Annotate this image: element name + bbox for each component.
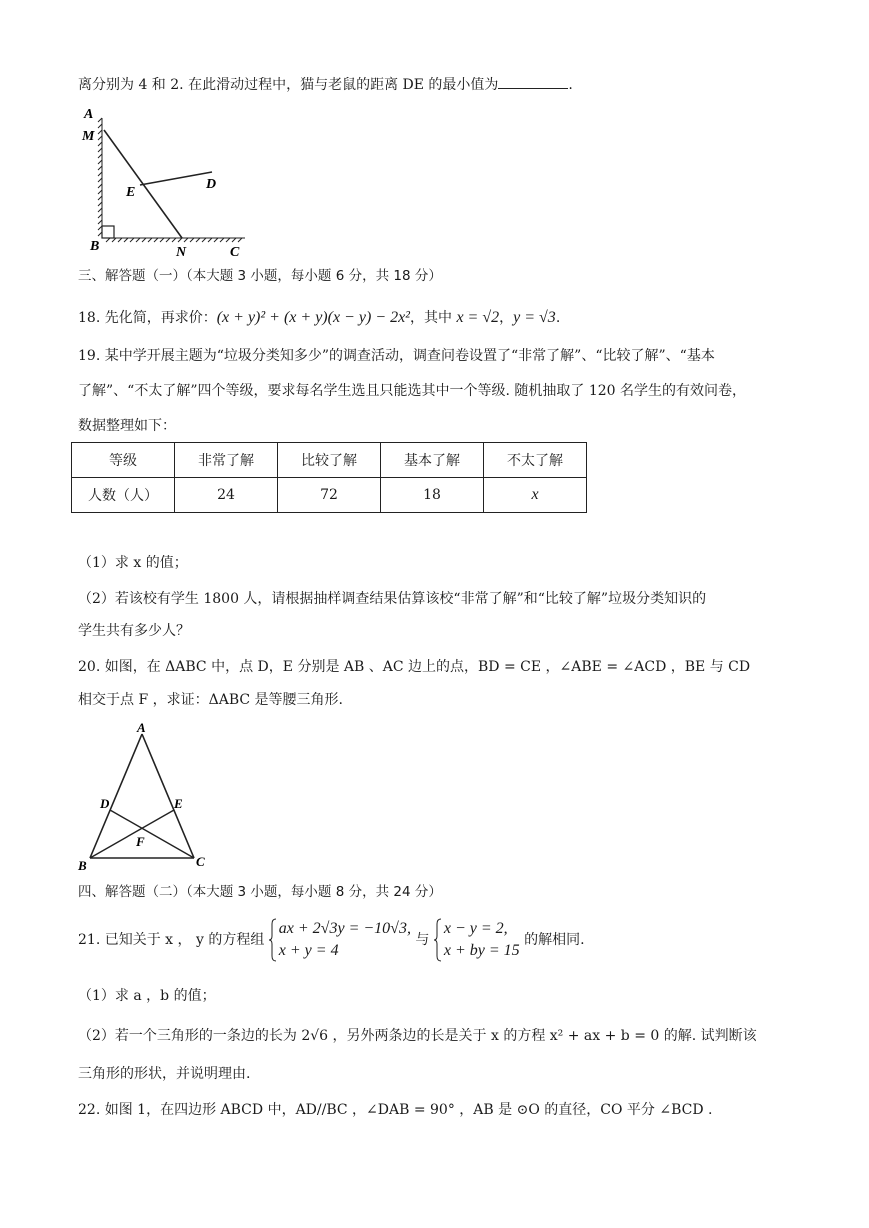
label-N: N: [176, 245, 187, 260]
segment-CD: [110, 810, 194, 858]
q21-lead: 21. 已知关于 x ， y 的方程组: [78, 932, 265, 948]
table-cell: 人数（人）: [72, 478, 175, 513]
q18-sep: ，: [499, 310, 514, 326]
q20-triangle-figure: [76, 720, 216, 872]
right-angle-mark: [102, 226, 114, 238]
q21-end: 的解相同.: [524, 932, 585, 948]
label-B: B: [90, 239, 100, 254]
q19-table: [71, 442, 587, 513]
label-B: B: [78, 858, 87, 872]
q17-end: .: [568, 77, 573, 93]
q21-system-1-eq2: x + y = 4: [278, 942, 339, 959]
q21-system-2: [434, 918, 520, 962]
label-C: C: [230, 245, 240, 260]
q19-line2: 了解”、“不太了解”四个等级，要求每名学生选且只能选其中一个等级. 随机抽取了 120 名学生的有效问卷，: [78, 383, 746, 399]
q18-mid: ，其中: [409, 310, 457, 326]
q21-part1: （1）求 a ，b 的值；: [78, 988, 216, 1004]
q21-mid: 与: [415, 932, 430, 948]
label-M: M: [82, 129, 95, 144]
q20-line1: 20. 如图，在 ΔABC 中，点 D，E 分别是 AB 、AC 边上的点，BD = CE ，∠ABE = ∠ACD ，BE 与 CD: [78, 659, 751, 675]
q21-part2-line1: （2）若一个三角形的一条边的长为 2√6 ，另外两条边的长是关于 x 的方程 x² + ax + b = 0 的解. 试判断该: [78, 1028, 757, 1044]
q21-line: [78, 918, 585, 962]
table-cell: 24: [175, 478, 278, 513]
q21-system-1-eq1: ax + 2√3y = −10√3,: [278, 920, 411, 937]
table-cell: x: [484, 478, 587, 513]
wall-hatch: [98, 118, 102, 238]
label-D: D: [206, 177, 217, 192]
q17-tail-text: 离分别为 4 和 2. 在此滑动过程中，猫与老鼠的距离 DE 的最小值为: [78, 77, 499, 93]
q17-answer-blank: [498, 74, 568, 89]
q18-lead: 18. 先化简，再求价：: [78, 310, 217, 326]
table-header-cell: 比较了解: [278, 443, 381, 478]
table-header-cell: 基本了解: [381, 443, 484, 478]
q17-figure: [80, 100, 260, 262]
side-AB: [90, 734, 142, 858]
q18-expression: (x + y)² + (x + y)(x − y) − 2x²: [216, 309, 410, 326]
q19-part2-line1: （2）若该校有学生 1800 人，请根据抽样调查结果估算该校“非常了解”和“比较了解”垃圾分类知识的: [78, 591, 707, 607]
table-row: [72, 478, 587, 513]
q22-line1: 22. 如图 1，在四边形 ABCD 中，AD//BC ，∠DAB = 90° ，AB 是 ⊙O 的直径，CO 平分 ∠BCD .: [78, 1102, 713, 1118]
floor-hatch: [102, 238, 245, 242]
table-header-row: [72, 443, 587, 478]
section-4-heading: 四、解答题（二）（本大题 3 小题，每小题 8 分，共 24 分）: [78, 884, 442, 900]
side-AC: [142, 734, 194, 858]
q18-end: .: [555, 310, 561, 326]
q18-condition-x: x = √2: [456, 309, 500, 326]
table-cell: 72: [278, 478, 381, 513]
label-F: F: [136, 834, 145, 849]
q19-line3: 数据整理如下：: [78, 418, 176, 434]
section-3-heading: 三、解答题（一）（本大题 3 小题，每小题 6 分，共 18 分）: [78, 268, 442, 284]
q18-condition-y: y = √3: [513, 309, 556, 326]
table-header-cell: 非常了解: [175, 443, 278, 478]
q19-part2-line2: 学生共有多少人？: [78, 623, 190, 639]
segment-BE: [90, 810, 174, 858]
table-header-cell: 等级: [72, 443, 175, 478]
q21-system-2-eq2: x + by = 15: [443, 942, 520, 959]
brace-icon: [434, 918, 442, 962]
label-E: E: [126, 185, 136, 200]
label-C: C: [196, 854, 205, 869]
label-E: E: [174, 796, 183, 811]
q17-tail-line: [78, 74, 573, 95]
label-A: A: [137, 720, 146, 735]
q21-system-1: [269, 918, 411, 962]
q18-line: [78, 308, 560, 328]
q19-line1: 19. 某中学开展主题为“垃圾分类知多少”的调查活动，调查问卷设置了“非常了解”、“比较了解”、“基本: [78, 348, 715, 364]
table-header-cell: 不太了解: [484, 443, 587, 478]
segment-ED: [140, 172, 212, 185]
q21-system-2-eq1: x − y = 2,: [443, 920, 508, 937]
q20-line2: 相交于点 F ，求证：ΔABC 是等腰三角形.: [78, 692, 343, 708]
q21-part2-line2: 三角形的形状，并说明理由.: [78, 1066, 251, 1082]
label-D: D: [100, 796, 110, 811]
q19-part1: （1）求 x 的值；: [78, 555, 188, 571]
table-cell: 18: [381, 478, 484, 513]
label-A: A: [84, 107, 94, 122]
brace-icon: [269, 918, 277, 962]
